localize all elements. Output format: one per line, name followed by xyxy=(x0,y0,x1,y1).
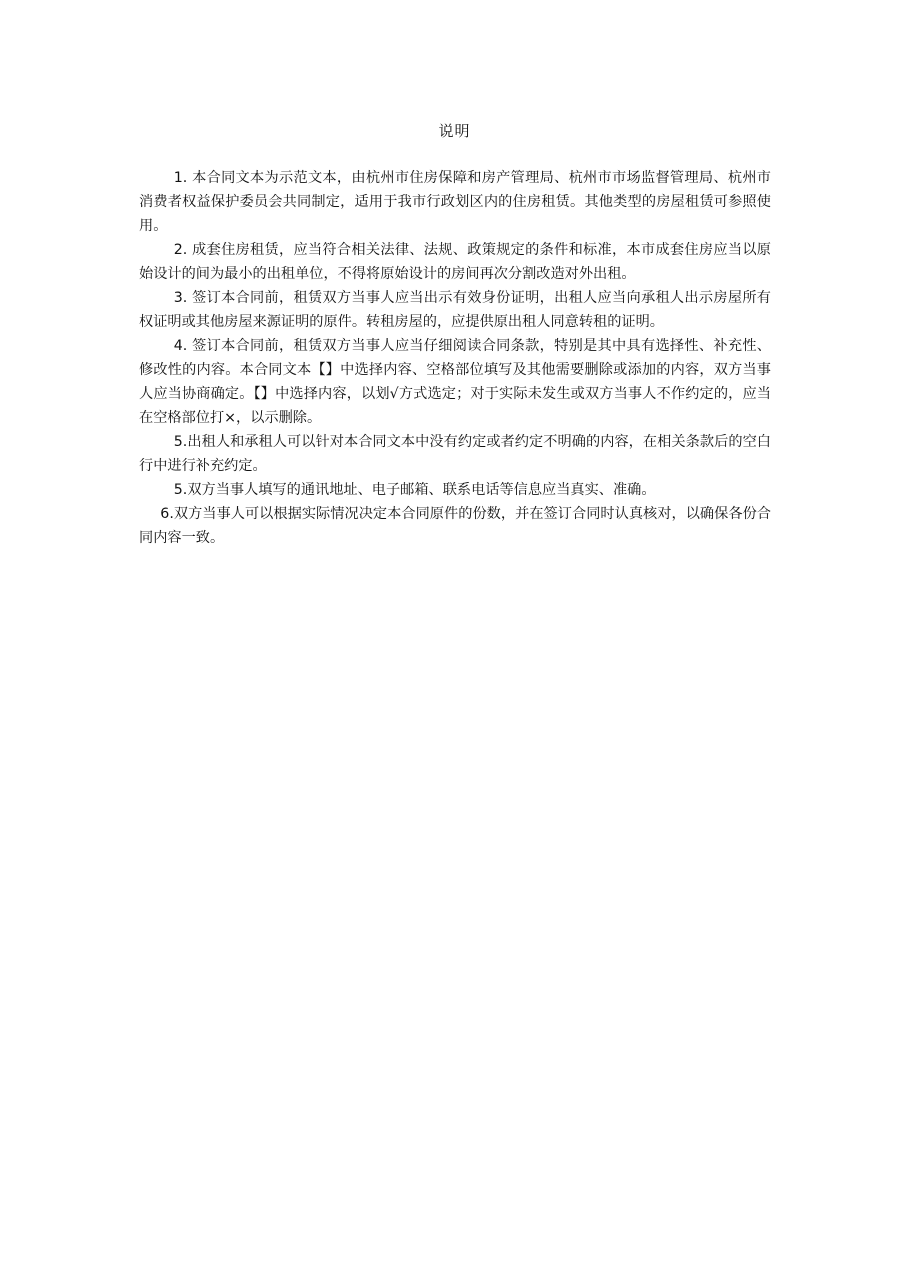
paragraph-1: 1. 本合同文本为示范文本，由杭州市住房保障和房产管理局、杭州市市场监督管理局、杭州市消费者权益保护委员会共同制定，适用于我市行政划区内的住房租赁。其他类型的房屋租赁可参照使用。 xyxy=(139,170,771,234)
paragraph-7: 6.双方当事人可以根据实际情况决定本合同原件的份数，并在签订合同时认真核对，以确保各份合同内容一致。 xyxy=(139,506,771,546)
document-body xyxy=(139,166,771,550)
paragraph-5: 5.出租人和承租人可以针对本合同文本中没有约定或者约定不明确的内容，在相关条款后的空白行中进行补充约定。 xyxy=(139,434,771,474)
document-title: 说明 xyxy=(438,122,471,140)
paragraph-3: 3. 签订本合同前，租赁双方当事人应当出示有效身份证明，出租人应当向承租人出示房屋所有权证明或其他房屋来源证明的原件。转租房屋的，应提供原出租人同意转租的证明。 xyxy=(139,290,771,330)
paragraph-6: 5.双方当事人填写的通讯地址、电子邮箱、联系电话等信息应当真实、准确。 xyxy=(173,482,656,498)
paragraph-4: 4. 签订本合同前，租赁双方当事人应当仔细阅读合同条款，特别是其中具有选择性、补充性、修改性的内容。本合同文本【】中选择内容、空格部位填写及其他需要删除或添加的内容，双方当事人应当协商确定。【】中选择内容，以划√方式选定；对于实际未发生或双方当事人不作约定的，应当在空格部位打×，以示删除。 xyxy=(139,338,771,426)
paragraph-2: 2. 成套住房租赁，应当符合相关法律、法规、政策规定的条件和标准，本市成套住房应当以原始设计的间为最小的出租单位，不得将原始设计的房间再次分割改造对外出租。 xyxy=(139,242,771,282)
